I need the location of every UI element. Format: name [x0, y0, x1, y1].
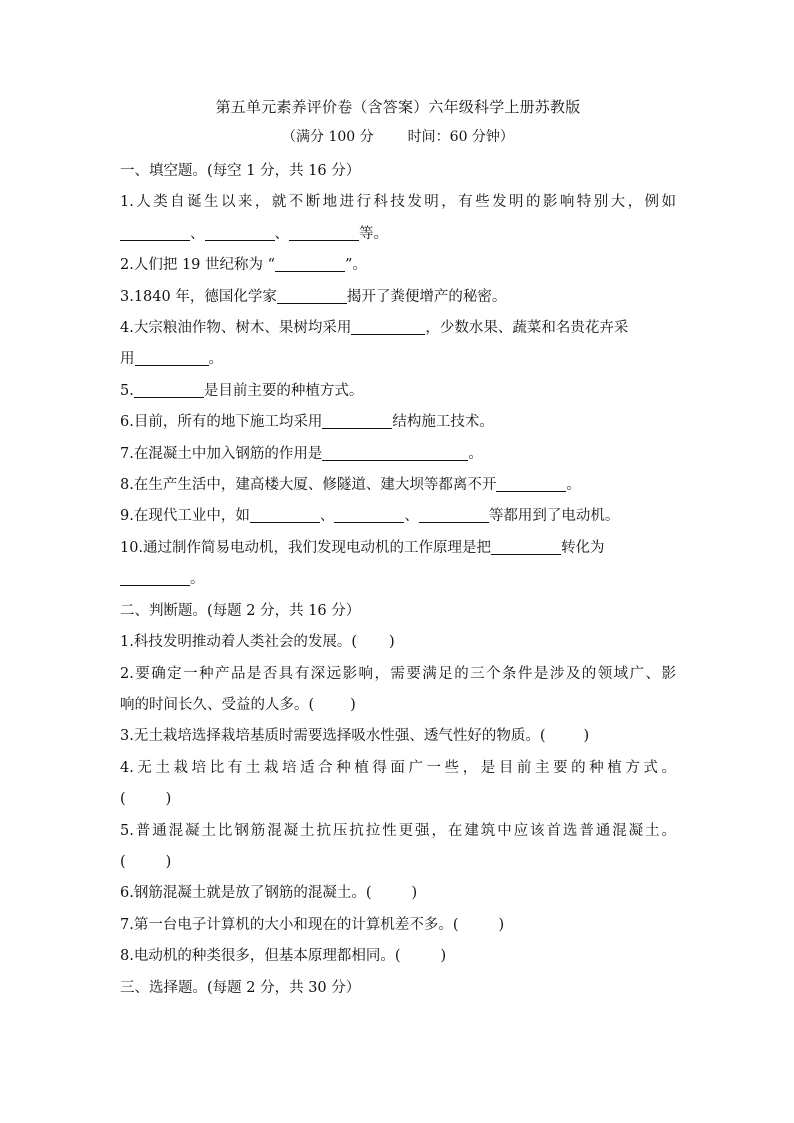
section-heading-fill: 一、填空题。(每空 1 分，共 16 分）: [120, 163, 361, 179]
answer-blank[interactable]: [205, 225, 275, 241]
exam-subtitle: [120, 126, 676, 148]
answer-blank[interactable]: [250, 508, 320, 524]
full-score: （满分 100 分: [282, 129, 374, 145]
question-fill-4-line1: 4.大宗粮油作物、树木、果树均采用 ，少数水果、蔬菜和名贵花卉采: [120, 320, 629, 337]
question-judge-1: 1.科技发明推动着人类社会的发展。( ): [120, 634, 395, 651]
question-judge-7: 7.第一台电子计算机的大小和现在的计算机差不多。( ): [120, 916, 505, 933]
question-fill-1-line1: 1.人类自诞生以来，就不断地进行科技发明，有些发明的影响特别大，例如: [120, 194, 676, 211]
question-fill-7: 7.在混凝土中加入钢筋的作用是 。: [120, 445, 483, 462]
exam-title: 第五单元素养评价卷（含答案）六年级科学上册苏教版: [215, 98, 581, 116]
question-judge-4-line1: 4.无土栽培比有土栽培适合种植得面广一些，是目前主要的种植方式。: [120, 759, 676, 776]
exam-page: [120, 96, 676, 1004]
question-fill-5: 5. 是目前主要的种植方式。: [120, 382, 364, 399]
question-fill-2: 2.人们把 19 世纪称为 “ ”。: [120, 257, 367, 274]
answer-blank[interactable]: [135, 351, 209, 367]
answer-blank[interactable]: [334, 508, 404, 524]
answer-blank[interactable]: [275, 257, 345, 273]
answer-blank[interactable]: [120, 571, 190, 587]
question-fill-10-line2: 。: [120, 564, 676, 595]
answer-blank[interactable]: [120, 225, 190, 241]
question-fill-1-line2: 、 、 等。: [120, 219, 676, 250]
answer-blank[interactable]: [277, 288, 347, 304]
answer-blank[interactable]: [491, 539, 561, 555]
answer-blank[interactable]: [351, 320, 425, 336]
answer-blank[interactable]: [134, 382, 204, 398]
question-judge-2-line1: 2.要确定一种产品是否具有深远影响，需要满足的三个条件是涉及的领域广、影: [120, 665, 676, 682]
question-fill-10-line1: 10.通过制作简易电动机，我们发现电动机的工作原理是把 转化为: [120, 539, 605, 556]
section-heading-judge: 二、判断题。(每题 2 分，共 16 分）: [120, 602, 361, 619]
question-judge-2-line2: 响的时间长久、受益的人多。( ): [120, 696, 356, 713]
question-fill-3: 3.1840 年，德国化学家 揭开了粪便增产的秘密。: [120, 288, 507, 305]
question-judge-3: 3.无土栽培选择栽培基质时需要选择吸水性强、透气性好的物质。( ): [120, 728, 590, 745]
section-heading-choice: 三、选择题。(每题 2 分，共 30 分）: [120, 979, 361, 996]
question-fill-4-line2: 用 。: [120, 351, 223, 368]
answer-blank[interactable]: [419, 508, 489, 524]
question-fill-8: 8.在生产生活中，建高楼大厦、修隧道、建大坝等都离不开 。: [120, 477, 581, 494]
answer-blank[interactable]: [322, 414, 392, 430]
time-limit: 时间：60 分钟）: [407, 129, 514, 145]
question-judge-6: 6.钢筋混凝土就是放了钢筋的混凝土。( ): [120, 885, 418, 902]
answer-blank[interactable]: [289, 225, 359, 241]
answer-blank[interactable]: [322, 445, 468, 461]
question-fill-9: 9.在现代工业中，如 、 、 等都用到了电动机。: [120, 508, 620, 525]
question-judge-5-line1: 5.普通混凝土比钢筋混凝土抗压抗拉性更强，在建筑中应该首选普通混凝土。: [120, 822, 676, 839]
question-judge-8: 8.电动机的种类很多，但基本原理都相同。( ): [120, 948, 447, 965]
question-judge-5-line2: ( ): [120, 853, 172, 870]
question-fill-6: 6.目前，所有的地下施工均采用 结构施工技术。: [120, 414, 494, 431]
question-judge-4-line2: ( ): [120, 791, 172, 808]
answer-blank[interactable]: [496, 477, 566, 493]
